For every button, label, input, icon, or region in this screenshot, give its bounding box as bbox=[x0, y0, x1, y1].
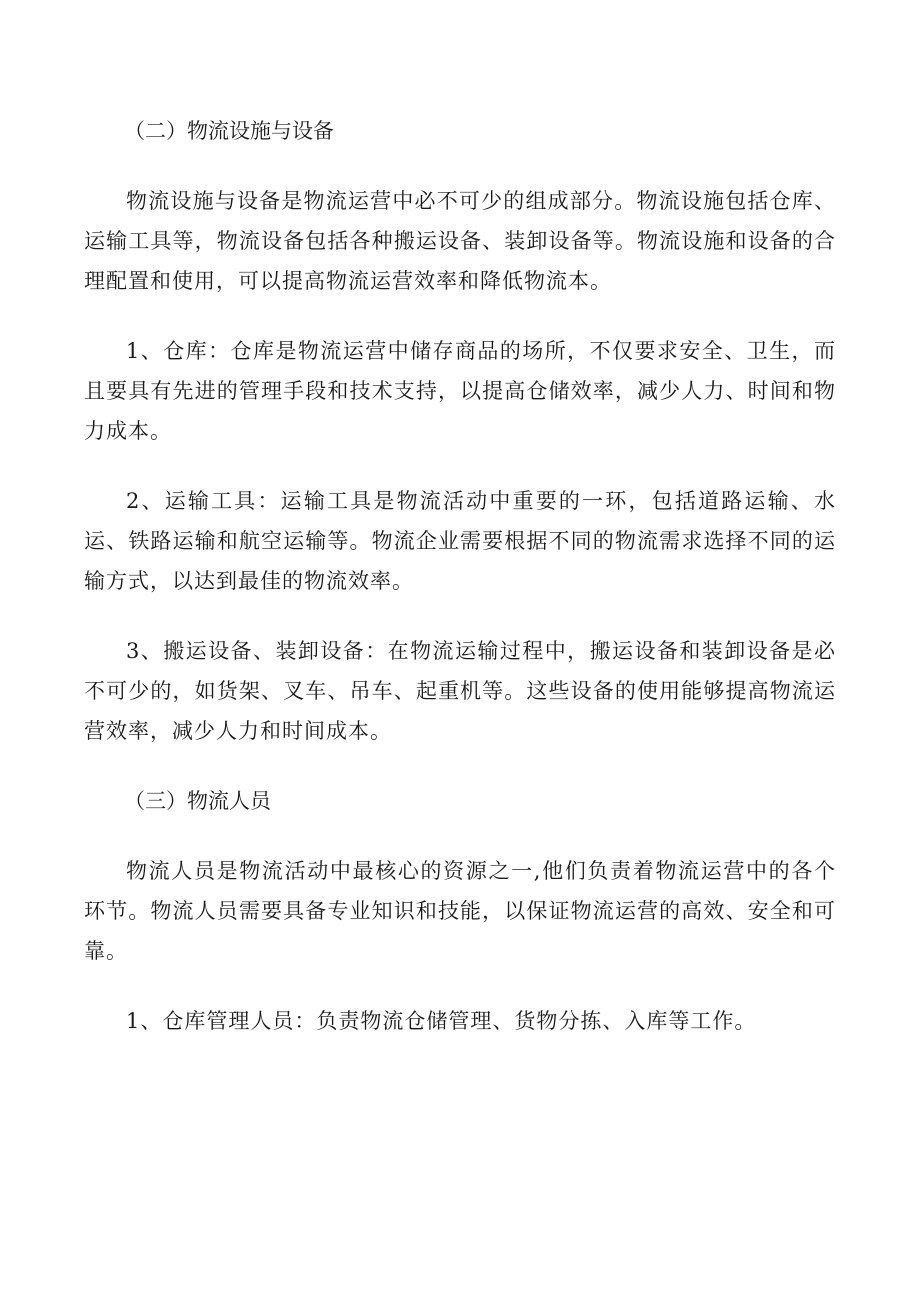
section-heading-facilities: （二）物流设施与设备 bbox=[124, 119, 334, 143]
paragraph-transport-tools: 2、运输工具：运输工具是物流活动中重要的一环，包括道路运输、水运、铁路运输和航空运输等。物流企业需要根据不同的物流需求选择不同的运输方式，以达到最佳的物流效率。 bbox=[84, 489, 836, 593]
paragraph-facilities-intro: 物流设施与设备是物流运营中必不可少的组成部分。物流设施包括仓库、运输工具等，物流设备包括各种搬运设备、装卸设备等。物流设施和设备的合理配置和使用，可以提高物流运营效率和降低物流本。 bbox=[84, 189, 836, 293]
paragraph-warehouse: 1、仓库：仓库是物流运营中储存商品的场所，不仅要求安全、卫生，而且要具有先进的管理手段和技术支持，以提高仓储效率，减少人力、时间和物力成本。 bbox=[84, 339, 836, 443]
section-heading-personnel: （三）物流人员 bbox=[124, 789, 271, 813]
paragraph-handling-equipment: 3、搬运设备、装卸设备：在物流运输过程中，搬运设备和装卸设备是必不可少的，如货架、叉车、吊车、起重机等。这些设备的使用能够提高物流运营效率，减少人力和时间成本。 bbox=[84, 639, 836, 743]
paragraph-personnel-intro: 物流人员是物流活动中最核心的资源之一,他们负责着物流运营中的各个环节。物流人员需要具备专业知识和技能，以保证物流运营的高效、安全和可靠。 bbox=[84, 859, 836, 963]
document-body bbox=[84, 111, 836, 1041]
paragraph-warehouse-staff: 1、仓库管理人员：负责物流仓储管理、货物分拣、入库等工作。 bbox=[126, 1009, 757, 1033]
